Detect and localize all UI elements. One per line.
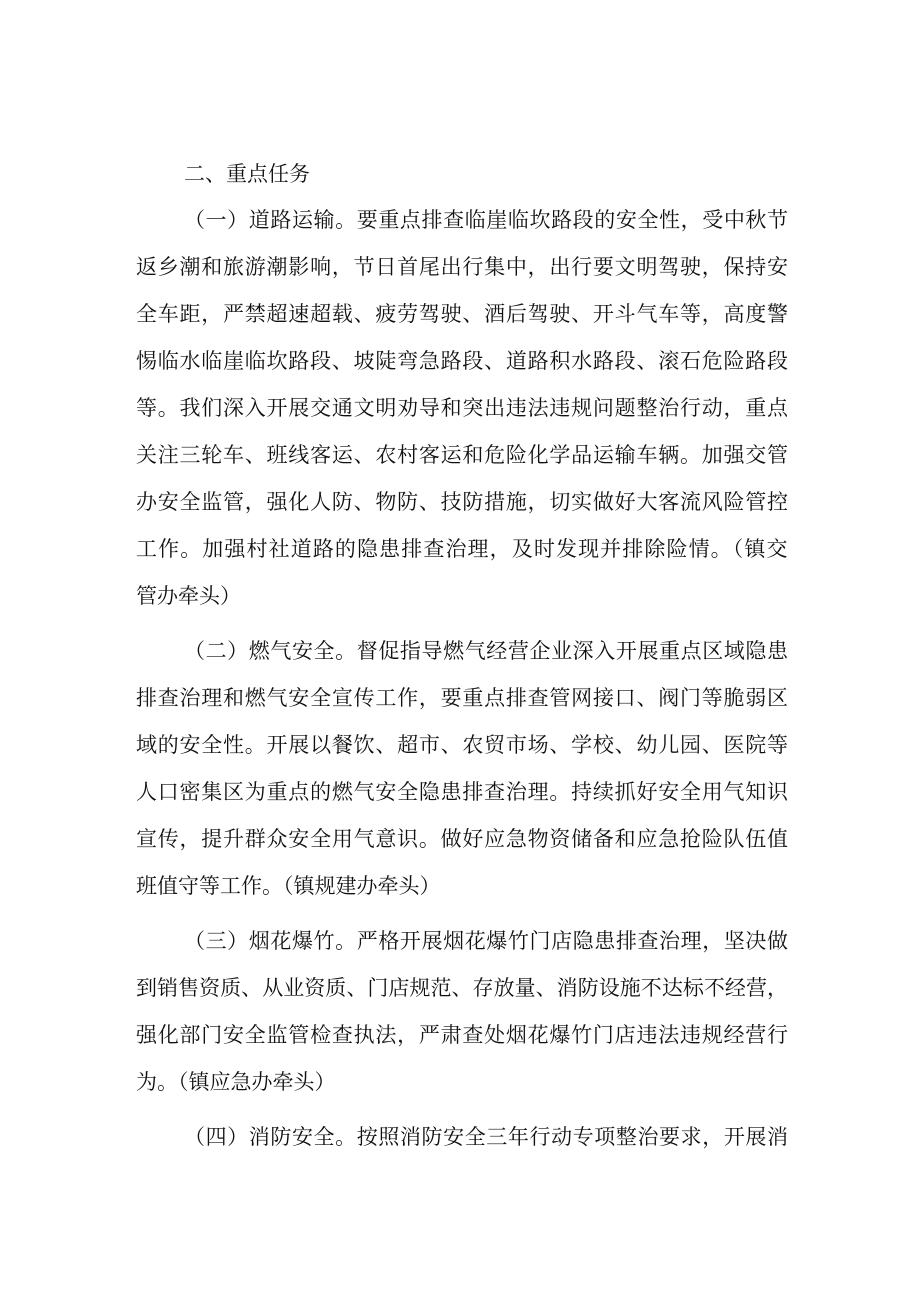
text-line: （一）道路运输。要重点排查临崖临坎路段的安全性，受中秋节 [184, 208, 789, 232]
text-line: 人口密集区为重点的燃气安全隐患排查治理。持续抓好安全用气知识 [136, 780, 789, 804]
text-line: 返乡潮和旅游潮影响，节日首尾出行集中，出行要文明驾驶，保持安 [136, 255, 789, 279]
text-line: 关注三轮车、班线客运、农村客运和危险化学品运输车辆。加强交管 [136, 443, 789, 467]
text-line: 宣传，提升群众安全用气意识。做好应急物资储备和应急抢险队伍值 [136, 827, 789, 851]
text-line: （四）消防安全。按照消防安全三年行动专项整治要求，开展消 [184, 1125, 789, 1149]
text-line: （三）烟花爆竹。严格开展烟花爆竹门店隐患排查治理，坚决做 [184, 929, 789, 953]
text-line: 域的安全性。开展以餐饮、超市、农贸市场、学校、幼儿园、医院等 [136, 733, 789, 757]
text-line: 为。（镇应急办牵头） [136, 1070, 336, 1094]
section-heading: 二、重点任务 [184, 162, 310, 186]
text-line: （二）燃气安全。督促指导燃气经营企业深入开展重点区域隐患 [184, 639, 789, 663]
text-line: 强化部门安全监管检查执法，严肃查处烟花爆竹门店违法违规经营行 [136, 1023, 789, 1047]
text-line: 到销售资质、从业资质、门店规范、存放量、消防设施不达标不经营， [136, 976, 789, 1000]
text-line: 等。我们深入开展交通文明劝导和突出违法违规问题整治行动，重点 [136, 396, 789, 420]
text-line: 惕临水临崖临坎路段、坡陡弯急路段、道路积水路段、滚石危险路段 [136, 349, 789, 373]
text-line: 办安全监管，强化人防、物防、技防措施，切实做好大客流风险管控 [136, 490, 789, 514]
text-line: 工作。加强村社道路的隐患排查治理，及时发现并排除险情。（镇交 [136, 537, 789, 561]
text-line: 全车距，严禁超速超载、疲劳驾驶、酒后驾驶、开斗气车等，高度警 [136, 302, 789, 326]
text-line: 管办牵头） [136, 584, 241, 608]
text-line: 班值守等工作。（镇规建办牵头） [136, 874, 441, 898]
text-line: 排查治理和燃气安全宣传工作，要重点排查管网接口、阀门等脆弱区 [136, 686, 789, 710]
